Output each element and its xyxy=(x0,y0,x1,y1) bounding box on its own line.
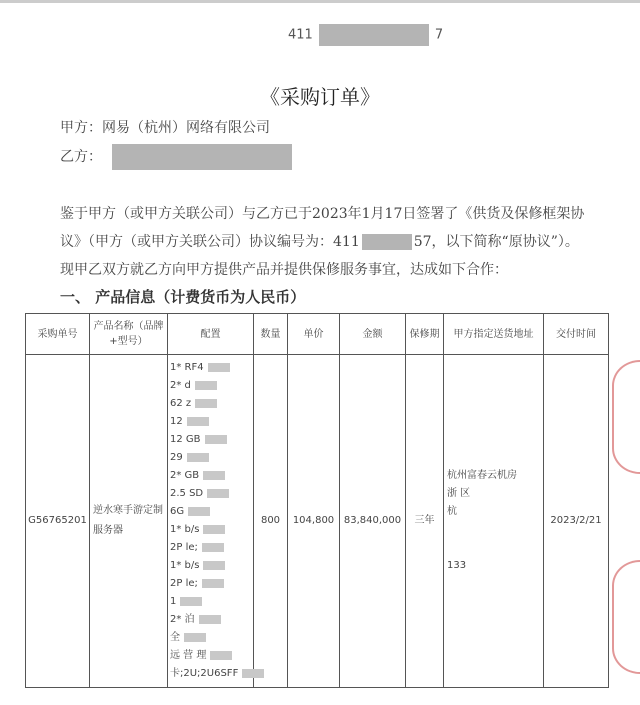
party-b-label: 乙方： xyxy=(60,149,102,165)
config-line: 1 xyxy=(170,593,251,611)
company-seal xyxy=(612,360,640,474)
col-header: 产品名称（品牌+型号） xyxy=(90,314,168,355)
table-row xyxy=(26,355,609,688)
section-heading: 一、 产品信息（计费货币为人民币） xyxy=(60,288,306,306)
config-line: 1* b/s xyxy=(170,557,251,575)
config-line: 29 xyxy=(170,449,251,467)
redaction xyxy=(362,234,412,250)
config-line: 2* d xyxy=(170,377,251,395)
amount: 83,840,000 xyxy=(340,355,406,688)
product-name: 逆水寒手游定制服务器 xyxy=(90,355,168,688)
col-header: 金额 xyxy=(340,314,406,355)
redaction xyxy=(319,24,429,46)
config-line: 2P le; xyxy=(170,575,251,593)
config-line: 1* b/s xyxy=(170,521,251,539)
col-header: 配置 xyxy=(168,314,254,355)
address-line: 杭 xyxy=(447,506,457,517)
config-line: 6G xyxy=(170,503,251,521)
config-line: 2* GB xyxy=(170,467,251,485)
config-cell xyxy=(168,355,254,688)
product-table xyxy=(25,313,609,688)
company-seal xyxy=(612,560,640,674)
config-line: 2.5 SD xyxy=(170,485,251,503)
quantity: 800 xyxy=(254,355,288,688)
unit-price: 104,800 xyxy=(288,355,340,688)
delivery-address xyxy=(444,355,544,688)
delivery-date: 2023/2/21 xyxy=(544,355,609,688)
doc-number-suffix: 7 xyxy=(434,27,444,43)
redaction xyxy=(112,144,292,170)
paragraph-text: 鉴于甲方（或甲方关联公司）与乙方已于2023年1月17日签署了《供货及保修框架协议》（甲方（或甲方关联公司）协议编号为：411 xyxy=(60,206,585,250)
document-title: 《采购订单》 xyxy=(260,85,380,109)
config-line: 远 营 理 xyxy=(170,647,251,665)
paragraph-text-after: 57，以下简称“原协议”）。现甲乙双方就乙方向甲方提供产品并提供保修服务事宜，达成如下合作： xyxy=(60,234,579,278)
address-line xyxy=(447,521,540,539)
address-line: 133 xyxy=(447,560,467,571)
col-header: 单价 xyxy=(288,314,340,355)
col-header: 交付时间 xyxy=(544,314,609,355)
col-header: 采购单号 xyxy=(26,314,90,355)
config-line: 2P le; xyxy=(170,539,251,557)
intro-paragraph xyxy=(60,200,585,284)
document-number xyxy=(288,24,443,46)
table-header-row xyxy=(26,314,609,355)
address-line: 杭州富春云机房 xyxy=(447,470,517,481)
config-line: 12 xyxy=(170,413,251,431)
scan-edge xyxy=(0,0,640,3)
config-line: 卡;2U;2U6SFF xyxy=(170,665,251,683)
col-header: 保修期 xyxy=(406,314,444,355)
col-header: 甲方指定送货地址 xyxy=(444,314,544,355)
config-line: 12 GB xyxy=(170,431,251,449)
order-number: G56765201 xyxy=(26,355,90,688)
config-line: 62 z xyxy=(170,395,251,413)
config-line: 2* 泊 xyxy=(170,611,251,629)
address-line xyxy=(447,539,540,557)
party-a: 甲方：网易（杭州）网络有限公司 xyxy=(60,120,270,136)
doc-number-prefix: 411 xyxy=(288,27,313,43)
config-line: 1* RF4 xyxy=(170,359,251,377)
warranty: 三年 xyxy=(406,355,444,688)
col-header: 数量 xyxy=(254,314,288,355)
config-line: 全 xyxy=(170,629,251,647)
address-line: 浙 区 xyxy=(447,488,471,499)
